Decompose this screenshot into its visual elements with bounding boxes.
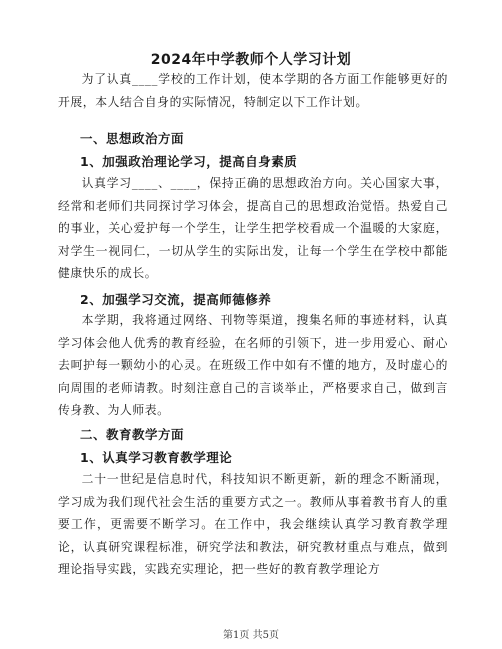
section-1-sub-1-paragraph: 认真学习____、____，保持正确的思想政治方向。关心国家大事，经常和老师们共同探讨学习体会，提高自己的思想政治觉悟。热爱自己的事业，关心爱护每一个学生，让学生把学校看成一个温暖的大家庭，对学生一视同仁，一切从学生的实际出发，让每一个学生在学校中都能健康快乐的成长。 — [58, 176, 448, 281]
page-footer: 第1页 共5页 — [223, 630, 279, 641]
section-2-sub-1-paragraph: 二十一世纪是信息时代，科技知识不断更新，新的理念不断涌现，学习成为我们现代社会生活的重要方式之一。教师从事着教书育人的重要工作，更需要不断学习。在工作中，我会继续认真学习教育教学理论，认真研究课程标准，研究学法和教法，研究教材重点与难点，做到理论指导实践，实践充实理论，把一些好的教育教学理论方 — [58, 472, 448, 577]
section-1-sub-2-paragraph: 本学期，我将通过网络、刊物等渠道，搜集名师的事迹材料，认真学习体会他人优秀的教育经验，在名师的引领下，进一步用爱心、耐心去呵护每一颗幼小的心灵。在班级工作中如有不懂的地方，及时虚心的向周围的老师请教。时刻注意自己的言谈举止，严格要求自己，做到言传身教、为人师表。 — [58, 313, 448, 418]
document-title: 2024年中学教师个人学习计划 — [150, 52, 352, 68]
section-1-sub-1-heading: 1、加强政治理论学习，提高自身素质 — [80, 154, 298, 169]
section-1-heading: 一、思想政治方面 — [80, 131, 185, 146]
section-2-sub-1-heading: 1、认真学习教育教学理论 — [80, 450, 233, 465]
intro-paragraph: 为了认真____学校的工作计划，使本学期的各方面工作能够更好的开展，本人结合自身的实际情况，特制定以下工作计划。 — [58, 72, 448, 109]
section-1-sub-2-heading: 2、加强学习交流，提高师德修养 — [80, 292, 272, 307]
section-2-heading: 二、教育教学方面 — [80, 427, 185, 442]
